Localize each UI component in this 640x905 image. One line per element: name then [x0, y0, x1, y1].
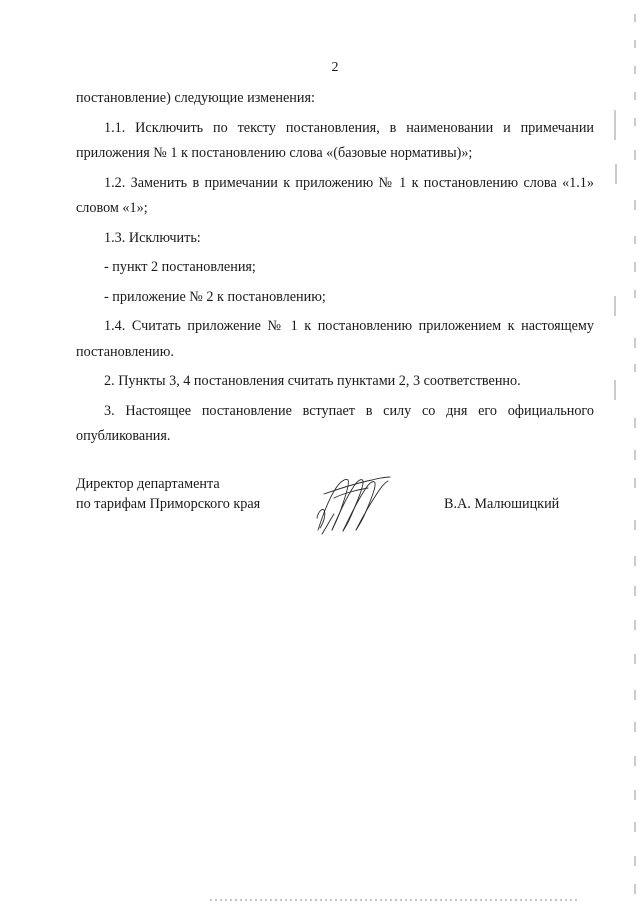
paragraph-1-4: 1.4. Считать приложение № 1 к постановлению приложением к настоящему постановлению. — [76, 318, 594, 360]
signer-title — [76, 474, 336, 514]
paragraph-3: 3. Настоящее постановление вступает в силу со дня его официального опубликования. — [76, 402, 594, 444]
paragraph-item-appendix-2: - приложение № 2 к постановлению; — [104, 288, 326, 305]
signature-block — [76, 474, 596, 544]
paragraph-1-2: 1.2. Заменить в примечании к приложению № 1 к постановлению слова «1.1» словом «1»; — [76, 174, 594, 216]
signer-name: В.А. Малюшицкий — [444, 496, 560, 512]
scan-bottom-mark — [210, 896, 580, 904]
paragraph-2: 2. Пункты 3, 4 постановления считать пунктами 2, 3 соответственно. — [104, 373, 521, 389]
paragraph-intro: постановление) следующие изменения: — [76, 90, 315, 106]
paragraph-1-1: 1.1. Исключить по тексту постановления, в наименовании и примечании приложения № 1 к постановлению слова «(базовые нормативы)»; — [76, 119, 594, 161]
scan-margin-marks — [580, 0, 640, 905]
signer-title-line-1: Директор департамента — [76, 476, 220, 492]
signer-title-line-2: по тарифам Приморского края — [76, 496, 261, 512]
document-body — [76, 86, 594, 454]
page-number: 2 — [331, 60, 339, 75]
paragraph-1-3: 1.3. Исключить: — [104, 229, 201, 246]
handwritten-signature — [312, 470, 392, 536]
paragraph-item-point-2: - пункт 2 постановления; — [104, 259, 256, 275]
